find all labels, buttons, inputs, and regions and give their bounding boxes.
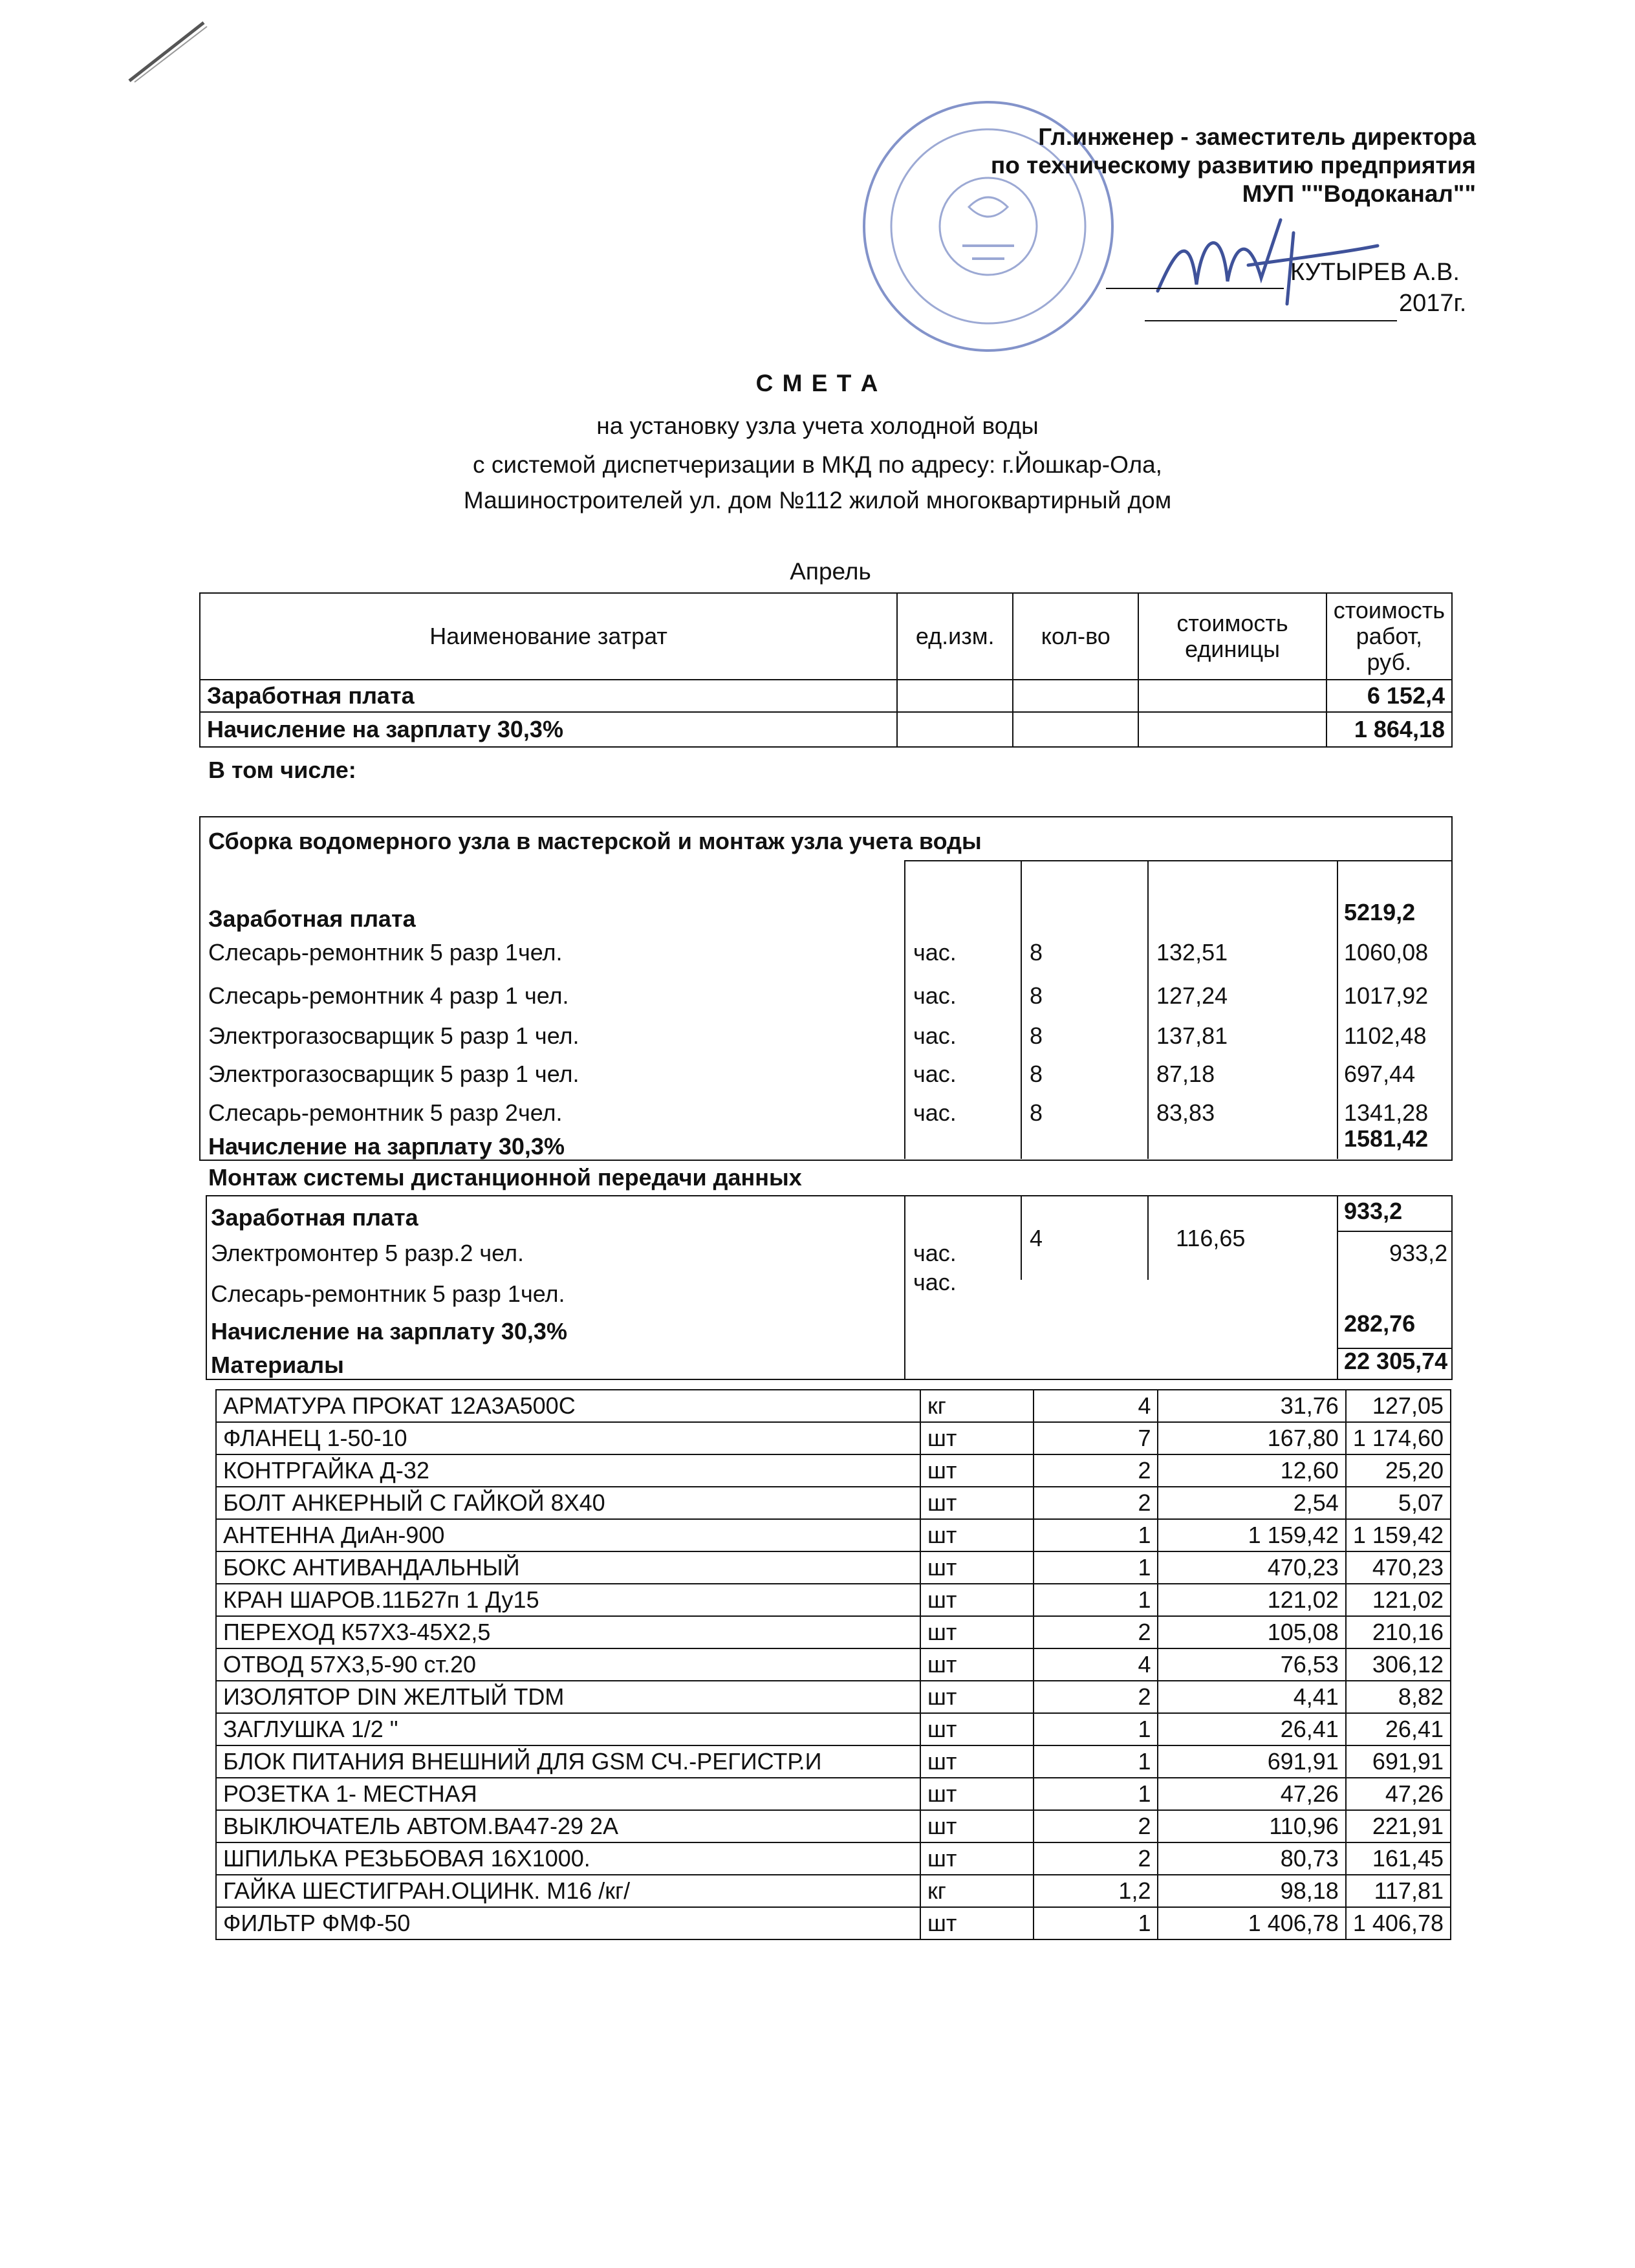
col-divider — [1337, 860, 1338, 1159]
material-unit: шт — [920, 1907, 1034, 1939]
materials-total: 22 305,74 — [1344, 1348, 1448, 1374]
document-subtitle-1: на установку узла учета холодной воды — [596, 413, 1039, 439]
material-qty: 1 — [1034, 1519, 1158, 1551]
material-name: ФЛАНЕЦ 1-50-10 — [216, 1422, 920, 1454]
material-unit: шт — [920, 1584, 1034, 1616]
section-1-salary-total: 5219,2 — [1344, 899, 1416, 925]
material-unit: шт — [920, 1616, 1034, 1648]
material-price: 31,76 — [1158, 1390, 1345, 1422]
approval-block — [991, 123, 1476, 208]
material-price: 691,91 — [1158, 1745, 1345, 1778]
header-name: Наименование затрат — [200, 593, 897, 680]
summary-row-total: 1 864,18 — [1326, 712, 1452, 747]
material-qty: 1 — [1034, 1907, 1158, 1939]
approval-year: 2017г. — [1399, 290, 1467, 317]
signature-line — [1106, 288, 1284, 289]
labor-row-unit: час. — [913, 1269, 957, 1295]
header-unit-price: стоимость единицы — [1138, 593, 1326, 680]
material-total: 127,05 — [1346, 1390, 1451, 1422]
material-row — [216, 1745, 1451, 1778]
material-total: 161,45 — [1346, 1842, 1451, 1875]
material-unit: кг — [920, 1875, 1034, 1907]
approval-line-3: МУП ""Водоканал"" — [1242, 180, 1476, 207]
labor-row-price: 87,18 — [1156, 1061, 1215, 1087]
approval-line-2: по техническому развитию предприятия — [990, 152, 1476, 178]
material-unit: шт — [920, 1778, 1034, 1810]
labor-row-price: 127,24 — [1156, 982, 1228, 1009]
material-name: БОКС АНТИВАНДАЛЬНЫЙ — [216, 1551, 920, 1584]
labor-row-total: 933,2 — [1389, 1240, 1448, 1266]
material-row — [216, 1454, 1451, 1487]
labor-row-qty: 8 — [1030, 939, 1043, 966]
labor-row-name: Слесарь-ремонтник 4 разр 1 чел. — [208, 982, 569, 1009]
material-name: ОТВОД 57Х3,5-90 ст.20 — [216, 1648, 920, 1681]
labor-row-total: 1341,28 — [1344, 1099, 1429, 1126]
header-work-cost: стоимость работ, руб. — [1326, 593, 1452, 680]
section-2-salary-total: 933,2 — [1344, 1198, 1403, 1224]
col-divider — [904, 860, 905, 1159]
material-row — [216, 1778, 1451, 1810]
material-total: 121,02 — [1346, 1584, 1451, 1616]
material-qty: 2 — [1034, 1487, 1158, 1519]
material-unit: шт — [920, 1454, 1034, 1487]
material-name: ВЫКЛЮЧАТЕЛЬ АВТОМ.ВА47-29 2А — [216, 1810, 920, 1842]
material-total: 210,16 — [1346, 1616, 1451, 1648]
col-divider — [1337, 1195, 1338, 1379]
material-price: 4,41 — [1158, 1681, 1345, 1713]
section-1-divider — [904, 860, 1451, 861]
material-price: 26,41 — [1158, 1713, 1345, 1745]
material-name: АРМАТУРА ПРОКАТ 12А3А500С — [216, 1390, 920, 1422]
document-subtitle-3: Машиностроителей ул. дом №112 жилой многоквартирный дом — [463, 487, 1172, 513]
labor-row-qty: 8 — [1030, 1099, 1043, 1126]
material-name: РОЗЕТКА 1- МЕСТНАЯ — [216, 1778, 920, 1810]
labor-row-name: Электрогазосварщик 5 разр 1 чел. — [208, 1061, 579, 1087]
summary-row-name: Начисление на зарплату 30,3% — [200, 712, 897, 747]
material-unit: шт — [920, 1842, 1034, 1875]
col-divider — [1147, 860, 1149, 1159]
material-qty: 1 — [1034, 1745, 1158, 1778]
material-row — [216, 1584, 1451, 1616]
material-total: 117,81 — [1346, 1875, 1451, 1907]
material-qty: 2 — [1034, 1616, 1158, 1648]
labor-row-total: 1102,48 — [1344, 1022, 1427, 1049]
material-qty: 2 — [1034, 1681, 1158, 1713]
material-unit: шт — [920, 1745, 1034, 1778]
material-name: БОЛТ АНКЕРНЫЙ С ГАЙКОЙ 8Х40 — [216, 1487, 920, 1519]
header-qty: кол-во — [1013, 593, 1138, 680]
material-unit: кг — [920, 1390, 1034, 1422]
section-2-title: Монтаж системы дистанционной передачи данных — [208, 1164, 802, 1191]
material-total: 8,82 — [1346, 1681, 1451, 1713]
labor-row-price: 132,51 — [1156, 939, 1228, 966]
material-unit: шт — [920, 1551, 1034, 1584]
material-row — [216, 1422, 1451, 1454]
labor-row-qty: 4 — [1030, 1225, 1043, 1251]
labor-row-unit: час. — [913, 982, 957, 1009]
material-row — [216, 1907, 1451, 1939]
col-divider — [904, 1195, 905, 1379]
material-price: 167,80 — [1158, 1422, 1345, 1454]
material-total: 1 159,42 — [1346, 1519, 1451, 1551]
approval-line-1: Гл.инженер - заместитель директора — [1038, 124, 1476, 150]
material-name: БЛОК ПИТАНИЯ ВНЕШНИЙ ДЛЯ GSM СЧ.-РЕГИСТР.И — [216, 1745, 920, 1778]
material-total: 26,41 — [1346, 1713, 1451, 1745]
header-unit: ед.изм. — [897, 593, 1013, 680]
material-qty: 4 — [1034, 1648, 1158, 1681]
labor-row-name: Слесарь-ремонтник 5 разр 1чел. — [211, 1280, 565, 1307]
material-qty: 2 — [1034, 1454, 1158, 1487]
material-name: ФИЛЬТР ФМФ-50 — [216, 1907, 920, 1939]
labor-row-qty: 8 — [1030, 1022, 1043, 1049]
summary-row-total: 6 152,4 — [1326, 680, 1452, 712]
material-row — [216, 1842, 1451, 1875]
labor-row-price: 137,81 — [1156, 1022, 1228, 1049]
date-line — [1145, 320, 1397, 321]
labor-row-unit: час. — [913, 1061, 957, 1087]
material-name: ПЕРЕХОД К57Х3-45Х2,5 — [216, 1616, 920, 1648]
material-row — [216, 1487, 1451, 1519]
material-qty: 2 — [1034, 1810, 1158, 1842]
material-name: КРАН ШАРОВ.11Б27п 1 Ду15 — [216, 1584, 920, 1616]
document-heading: С М Е Т А — [755, 370, 880, 396]
material-price: 470,23 — [1158, 1551, 1345, 1584]
material-name: ИЗОЛЯТОР DIN ЖЕЛТЫЙ TDM — [216, 1681, 920, 1713]
material-price: 110,96 — [1158, 1810, 1345, 1842]
labor-row-name: Слесарь-ремонтник 5 разр 2чел. — [208, 1099, 563, 1126]
material-row — [216, 1551, 1451, 1584]
material-unit: шт — [920, 1810, 1034, 1842]
material-name: КОНТРГАЙКА Д-32 — [216, 1454, 920, 1487]
section-1-salary-label: Заработная плата — [208, 905, 416, 932]
material-row — [216, 1713, 1451, 1745]
summary-table — [199, 592, 1453, 748]
material-row — [216, 1875, 1451, 1907]
section-1-title: Сборка водомерного узла в мастерской и монтаж узла учета воды — [208, 828, 982, 854]
material-row — [216, 1519, 1451, 1551]
material-total: 47,26 — [1346, 1778, 1451, 1810]
material-unit: шт — [920, 1648, 1034, 1681]
labor-row-price: 116,65 — [1176, 1225, 1246, 1251]
material-price: 121,02 — [1158, 1584, 1345, 1616]
material-price: 76,53 — [1158, 1648, 1345, 1681]
material-name: ЗАГЛУШКА 1/2 " — [216, 1713, 920, 1745]
labor-row-unit: час. — [913, 1240, 957, 1266]
material-qty: 2 — [1034, 1842, 1158, 1875]
materials-label: Материалы — [211, 1352, 344, 1378]
material-total: 221,91 — [1346, 1810, 1451, 1842]
material-unit: шт — [920, 1713, 1034, 1745]
material-qty: 1,2 — [1034, 1875, 1158, 1907]
material-total: 25,20 — [1346, 1454, 1451, 1487]
row-divider — [1337, 1231, 1451, 1232]
material-price: 80,73 — [1158, 1842, 1345, 1875]
col-divider — [1021, 1195, 1022, 1280]
document-subtitle-2: с системой диспетчеризации в МКД по адресу: г.Йошкар-Ола, — [473, 451, 1162, 478]
material-total: 306,12 — [1346, 1648, 1451, 1681]
labor-row-name: Слесарь-ремонтник 5 разр 1чел. — [208, 939, 563, 966]
scan-mark — [123, 16, 213, 87]
summary-row — [200, 712, 1452, 747]
summary-row — [200, 680, 1452, 712]
material-unit: шт — [920, 1422, 1034, 1454]
document-month: Апрель — [790, 558, 871, 585]
including-label: В том числе: — [208, 757, 356, 783]
material-qty: 1 — [1034, 1584, 1158, 1616]
labor-row-qty: 8 — [1030, 1061, 1043, 1087]
material-qty: 1 — [1034, 1713, 1158, 1745]
material-price: 105,08 — [1158, 1616, 1345, 1648]
material-total: 470,23 — [1346, 1551, 1451, 1584]
material-total: 1 174,60 — [1346, 1422, 1451, 1454]
material-total: 1 406,78 — [1346, 1907, 1451, 1939]
summary-row-name: Заработная плата — [200, 680, 897, 712]
material-price: 1 406,78 — [1158, 1907, 1345, 1939]
material-unit: шт — [920, 1681, 1034, 1713]
labor-row-qty: 8 — [1030, 982, 1043, 1009]
labor-row-name: Электромонтер 5 разр.2 чел. — [211, 1240, 524, 1266]
material-row — [216, 1616, 1451, 1648]
material-name: ШПИЛЬКА РЕЗЬБОВАЯ 16Х1000. — [216, 1842, 920, 1875]
labor-row-total: 1017,92 — [1344, 982, 1429, 1009]
material-qty: 1 — [1034, 1778, 1158, 1810]
labor-row-name: Электрогазосварщик 5 разр 1 чел. — [208, 1022, 579, 1049]
material-price: 98,18 — [1158, 1875, 1345, 1907]
material-name: АНТЕННА ДиАн-900 — [216, 1519, 920, 1551]
section-1-accrual-label: Начисление на зарплату 30,3% — [208, 1133, 565, 1160]
labor-row-total: 1060,08 — [1344, 939, 1429, 966]
material-row — [216, 1810, 1451, 1842]
labor-row-price: 83,83 — [1156, 1099, 1215, 1126]
section-1-accrual-total: 1581,42 — [1344, 1125, 1429, 1152]
material-row — [216, 1648, 1451, 1681]
labor-row-unit: час. — [913, 1022, 957, 1049]
material-total: 5,07 — [1346, 1487, 1451, 1519]
section-2-salary-label: Заработная плата — [211, 1204, 418, 1231]
labor-row-total: 697,44 — [1344, 1061, 1416, 1087]
material-name: ГАЙКА ШЕСТИГРАН.ОЦИНК. М16 /кг/ — [216, 1875, 920, 1907]
material-price: 2,54 — [1158, 1487, 1345, 1519]
summary-header-row — [200, 593, 1452, 680]
material-price: 12,60 — [1158, 1454, 1345, 1487]
material-row — [216, 1390, 1451, 1422]
section-2-accrual-label: Начисление на зарплату 30,3% — [211, 1318, 567, 1345]
labor-row-unit: час. — [913, 1099, 957, 1126]
material-unit: шт — [920, 1487, 1034, 1519]
material-unit: шт — [920, 1519, 1034, 1551]
material-qty: 4 — [1034, 1390, 1158, 1422]
material-price: 1 159,42 — [1158, 1519, 1345, 1551]
col-divider — [1021, 860, 1022, 1159]
material-qty: 7 — [1034, 1422, 1158, 1454]
materials-table — [215, 1389, 1451, 1940]
labor-row-unit: час. — [913, 939, 957, 966]
signatory-name: КУТЫРЕВ А.В. — [1290, 259, 1460, 286]
col-divider — [1147, 1195, 1149, 1280]
section-2-accrual-total: 282,76 — [1344, 1310, 1416, 1337]
material-qty: 1 — [1034, 1551, 1158, 1584]
material-price: 47,26 — [1158, 1778, 1345, 1810]
material-row — [216, 1681, 1451, 1713]
material-total: 691,91 — [1346, 1745, 1451, 1778]
